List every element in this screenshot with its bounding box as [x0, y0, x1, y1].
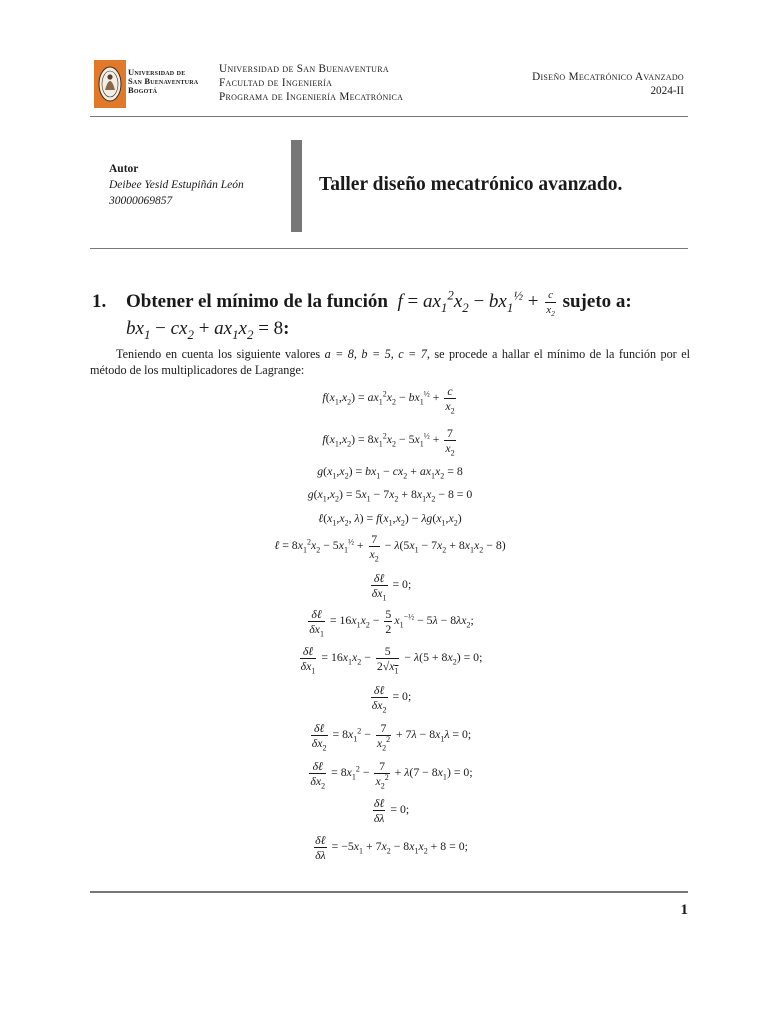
section-title-suffix: sujeto a: — [562, 291, 632, 312]
equation-dl-dx2-simplified: $\frac{\text{δℓ}}{\delta x_2}$ = $8x_1^2$ − $\frac{7}{x_2^2}$ + $\lambda(7 - 8x_1) = 0$; — [310, 759, 473, 791]
logo-line: Bogotá — [128, 85, 158, 95]
section-number: 1. — [92, 291, 107, 312]
title-divider-bar — [291, 140, 302, 232]
footer-rule — [90, 891, 688, 893]
institution-block — [219, 62, 403, 104]
header-rule — [90, 116, 688, 117]
author-label: Autor — [109, 163, 139, 175]
university-logo — [94, 60, 126, 108]
author-id: 30000069857 — [109, 195, 173, 207]
intro-text: Teniendo en cuenta los siguiente valores — [116, 347, 321, 361]
university-name: Universidad de San Buenaventura — [219, 63, 389, 75]
constraint-equation: $bx_1 - cx_2 + ax_1x_2 = 8$: — [126, 318, 290, 342]
logo-wordmark — [128, 68, 198, 95]
equation-dl-dx2-expanded: $\frac{\text{δℓ}}{\delta x_2}$ = $8x_1^2$ − $\frac{7}{x_2^2}$ + $7\lambda - 8x_1\lambda = 0$; — [311, 721, 472, 753]
logo-line: Universidad de — [128, 67, 186, 77]
document-title: Taller diseño mecatrónico avanzado. — [319, 174, 623, 195]
course-block — [532, 70, 684, 98]
equation-dl-dx1-simplified: $\frac{\text{δℓ}}{\delta x_1}$ = $16x_1x_2$ − $\frac{5}{2√x_1}$ − $\lambda(5 + 8x_2) = 0$; — [300, 644, 483, 676]
author-block — [109, 161, 244, 209]
logo-line: San Buenaventura — [128, 76, 199, 86]
equation-lagrangian-def: $\ell(x_1,x_2$, $\lambda) = f(x_1,x_2) - \lambda g(x_1,x_2)$ — [318, 511, 462, 528]
equation-dl-dlambda-zero: $\frac{\text{δℓ}}{\delta\lambda}$ = 0; — [373, 796, 410, 825]
course-name: Diseño Mecatrónico Avanzado — [532, 71, 684, 83]
objective-function: $f = ax_1^2x_2 - bx_1^{\frac{1}{2}}$ + $\frac{c}{x_2}$ — [392, 287, 555, 319]
course-period: 2024-II — [650, 85, 684, 97]
program-name: Programa de Ingeniería Mecatrónica — [219, 91, 404, 103]
equation-dl-dlambda-expanded: $\frac{\text{δℓ}}{\delta\lambda}$ = $-5x_1 + 7x_2 - 8x_1x_2 + 8 = 0$; — [315, 833, 468, 862]
crest-icon — [94, 60, 126, 108]
equation-lagrangian: ℓ = $8x_1^2x_2 - 5x_1^{\frac{1}{2}}$ + $\frac{7}{x_2}$ − $\lambda(5x_1 - 7x_2 + 8x_1x_2 - 8)$ — [274, 532, 506, 564]
section-title-text: Obtener el mínimo de la función — [126, 291, 388, 312]
given-values: a = 8, b = 5, c = 7 — [324, 347, 427, 361]
section-title — [126, 288, 632, 317]
equation-dl-dx2-zero: $\frac{\text{δℓ}}{\delta x_2}$ = 0; — [371, 683, 412, 715]
intro-paragraph — [90, 346, 690, 378]
faculty-name: Facultad de Ingeniería — [219, 77, 333, 89]
equation-dl-dx1-expanded: $\frac{\text{δℓ}}{\delta x_1}$ = $16x_1x_2$ − $\frac{5}{2}$ $x_1^{-\frac{1}{2}} - 5\lambda - 8\lambda x_2$; — [309, 607, 474, 639]
intro-text-cont: , se procede a hallar el mínimo de la función por el método de los multiplicadores de Lagrange: — [90, 347, 690, 377]
equation-dl-dx1-zero: $\frac{\text{δℓ}}{\delta x_1}$ = 0; — [371, 571, 412, 603]
author-name: Deibee Yesid Estupiñán León — [109, 179, 244, 191]
equation-g-numeric: $g(x_1,x_2) = 5x_1 - 7x_2 + 8x_1x_2 - 8 = 0$ — [307, 487, 473, 504]
page-number: 1 — [680, 902, 688, 918]
title-rule — [90, 248, 688, 249]
equation-f-numeric: $f(x_1,x_2) = 8x_1^2x_2 - 5x_1^{\frac{1}{2}}$ + $\frac{7}{x_2}$ — [322, 426, 455, 458]
equation-f-general: $f(x_1,x_2) = ax_1^2x_2 - bx_1^{\frac{1}{2}}$ + $\frac{c}{x_2}$ — [322, 384, 455, 416]
equation-g-general: $g(x_1,x_2) = bx_1 - cx_2 + ax_1x_2 = 8$ — [317, 464, 463, 481]
